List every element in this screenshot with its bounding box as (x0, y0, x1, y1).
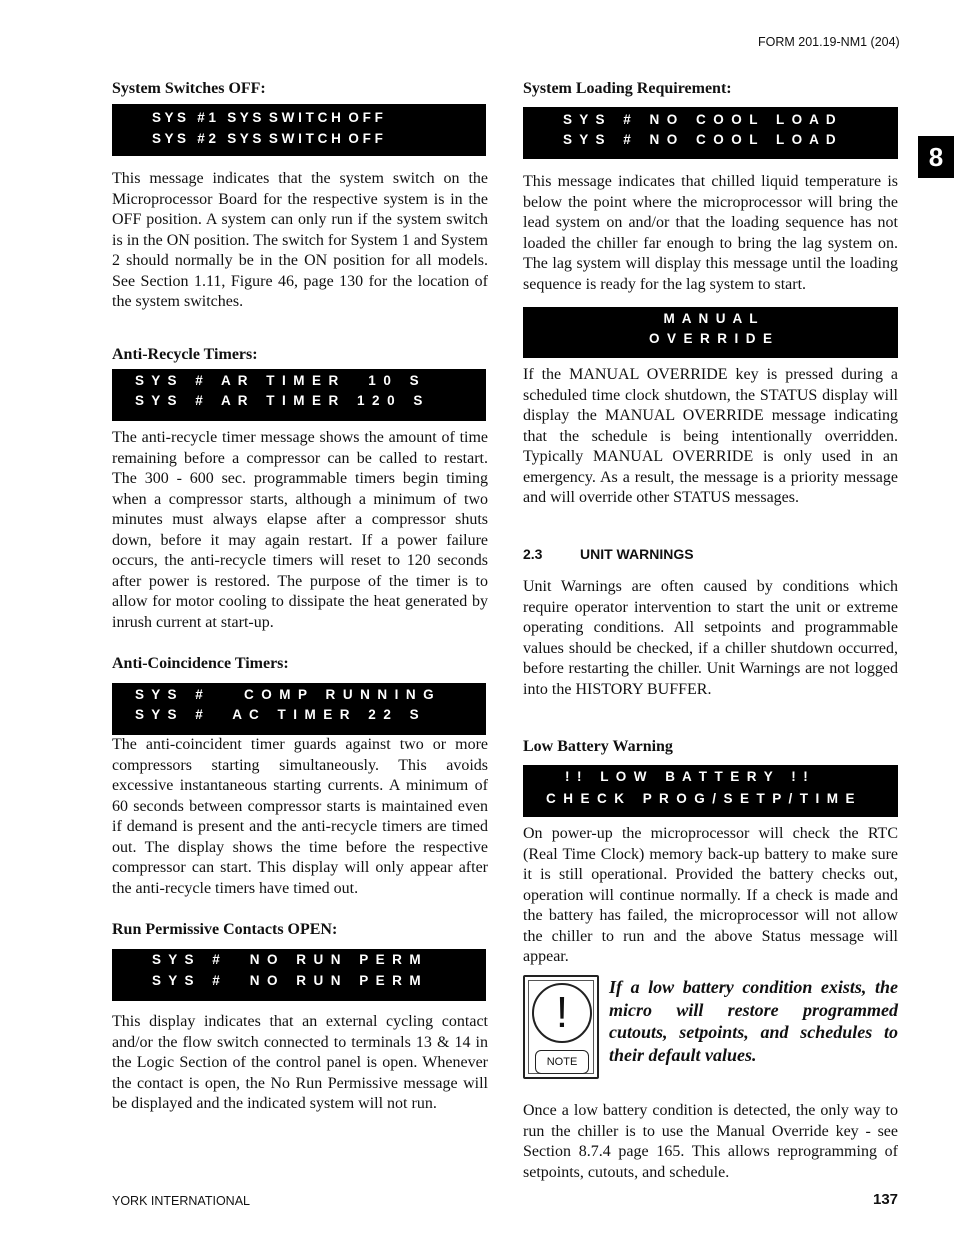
display-line: S Y S # N O R U N P E R M (152, 973, 421, 988)
page-number: 137 (873, 1191, 899, 1208)
display-line: S Y S # N O C O O L L O A D (563, 112, 836, 127)
heading-low-battery: Low Battery Warning (523, 738, 673, 755)
heading-run-permissive: Run Permissive Contacts OPEN: (112, 921, 338, 938)
note-icon (523, 975, 599, 1079)
display-line: S Y S # A R T I M E R 1 0 S (135, 373, 419, 388)
display-run-permissive (112, 949, 486, 1001)
display-system-loading (523, 107, 898, 159)
display-manual-override (523, 307, 898, 358)
form-number: FORM 201.19-NM1 (204) (758, 35, 900, 49)
paragraph-low-battery: On power-up the microprocessor will check the RTC (Real Time Clock) memory back-up battery to make sure it is still operational. Provided the battery checks out, operation will continue normally. If a check is made and the battery has failed, the microprocessor will not allow the chiller to run and the above Status message will appear. (523, 825, 898, 965)
display-anti-coincidence (112, 683, 486, 735)
section-title: UNIT WARNINGS (580, 546, 694, 562)
paragraph-unit-warnings: Unit Warnings are often caused by conditions which require operator intervention to start the unit or extreme operating conditions. All setpoints and programmable values should be checked, if a chiller shutdown occurred, before restarting the chiller. Unit Warnings are not logged into the HISTORY BUFFER. (523, 578, 898, 698)
display-anti-recycle (112, 369, 486, 421)
heading-anti-recycle: Anti-Recycle Timers: (112, 346, 258, 363)
display-line: M A N U A L (663, 311, 758, 326)
note-label: NOTE (535, 1050, 589, 1074)
note-text: If a low battery condition exists, the micro will restore programmed cutouts, setpoints, and schedules to their default values. (609, 977, 898, 1065)
display-line: ! ! L O W B A T T E R Y ! ! (565, 769, 808, 784)
section-number: 2.3 (523, 546, 543, 562)
exclamation-icon: ! (532, 983, 592, 1043)
paragraph-anti-coincidence: The anti-coincident timer guards against two or more compressors starting simultaneously. This avoids excessive instantaneous starting currents. A minimum of 60 seconds between compressor starts is maintained even if demand is present and the anti-recycle timers are timed out. The display shows the time before the respective compressor can start. This display will only appear after the anti-recycle timers have timed out. (112, 736, 488, 897)
section-tab: 8 (918, 136, 954, 178)
paragraph-system-loading: This message indicates that chilled liquid temperature is below the point where the microprocessor will bring the lead system on and/or that the loading sequence has not loaded the chiller far enough to bring the lag system on. The lag system will display this message until the loading sequence is ready for the lag system to start. (523, 173, 898, 293)
paragraph-final: Once a low battery condition is detected, the only way to run the chiller is to use the Manual Override key - see Section 8.7.4 page 165. This allows reprogramming of setpoints, cutouts, and schedule. (523, 1102, 898, 1181)
display-system-switches (112, 104, 486, 156)
display-line: S Y S # N O R U N P E R M (152, 952, 421, 967)
display-line: S Y S # 2 S Y S S W I T C H O F F (152, 131, 383, 146)
heading-system-loading: System Loading Requirement: (523, 80, 732, 97)
heading-system-switches: System Switches OFF: (112, 80, 266, 97)
display-line: S Y S # C O M P R U N N I N G (135, 687, 434, 702)
display-line: S Y S # N O C O O L L O A D (563, 132, 836, 147)
display-low-battery (523, 765, 898, 817)
display-line: S Y S # A C T I M E R 2 2 S (135, 707, 419, 722)
footer-company: YORK INTERNATIONAL (112, 1194, 250, 1208)
display-line: S Y S # A R T I M E R 1 2 0 S (135, 393, 423, 408)
display-line: C H E C K P R O G / S E T P / T I M E (546, 791, 855, 806)
display-line: O V E R R I D E (648, 331, 773, 346)
paragraph-system-switches: This message indicates that the system switch on the Microprocessor Board for the respective system is in the OFF position. A system can only run if the system switch is in the ON position. The switch for System 1 and System 2 should normally be in the ON position for all models. See Section 1.11, Figure 46, page 130 for the location of the system switches. (112, 170, 488, 310)
paragraph-anti-recycle: The anti-recycle timer message shows the amount of time remaining before a compressor can be called to restart. The 300 - 600 sec. programmable timers begin timing when a compressor starts, although a minimum of two minutes must always elapse after a compressor shuts down, before it may again restart. If a power failure occurs, the anti-recycle timers will reset to 120 seconds after power is restored. The purpose of the timer is to allow for motor cooling to dissipate the heat generated by inrush current at start-up. (112, 429, 488, 631)
paragraph-manual-override: If the MANUAL OVERRIDE key is pressed during a scheduled time clock shutdown, the STATUS display will display the MANUAL OVERRIDE message indicating that the schedule is being intentionally overridden. Typically MANUAL OVERRIDE is only used in an emergency. As a result, the message is a priority message and will override other STATUS messages. (523, 366, 898, 506)
display-line: S Y S # 1 S Y S S W I T C H O F F (152, 110, 383, 125)
paragraph-run-permissive: This display indicates that an external cycling contact and/or the flow switch connected to terminals 13 & 14 in the Logic Section of the control panel is open. Whenever the contact is open, the No Run Permissive message will be displayed and the indicated system will not run. (112, 1013, 488, 1112)
heading-anti-coincidence: Anti-Coincidence Timers: (112, 655, 289, 672)
